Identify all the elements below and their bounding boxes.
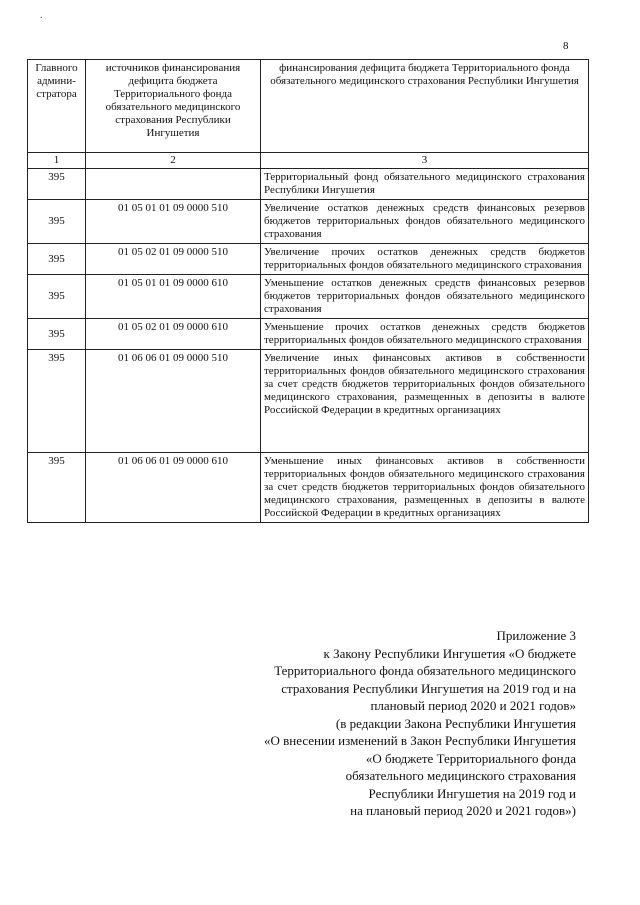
admin-code-cell: 395 [28,275,86,319]
source-name-cell: Территориальный фонд обязательного медицинского страхования Республики Ингушетия [261,169,589,200]
header-source-code: источников финансирования дефицита бюджета Территориального фонда обязательного медицинского страхования Республики Ингушетия [86,60,261,153]
header-source-name: финансирования дефицита бюджета Территориального фонда обязательного медицинского страхования Республики Ингушетия [261,60,589,153]
source-code-cell: 01 05 01 01 09 0000 610 [86,275,261,319]
appendix-line: «О бюджете Территориального фонда [365,750,576,766]
source-code-cell: 01 05 02 01 09 0000 610 [86,319,261,350]
admin-code-cell: 395 [28,244,86,275]
table-row [28,169,589,200]
source-code-cell: 01 06 06 01 09 0000 510 [86,350,261,453]
column-number: 2 [86,153,261,169]
table-row [28,453,589,523]
table-row [28,319,589,350]
appendix-line: на плановый период 2020 и 2021 годов») [350,803,576,818]
appendix-line: Республики Ингушетия на 2019 год и [368,785,576,801]
appendix-line: страхования Республики Ингушетия на 2019 год и на [281,680,576,696]
scan-mark: . [40,10,43,21]
admin-code-cell: 395 [28,169,86,200]
table-row [28,244,589,275]
source-code-cell [86,169,261,200]
admin-code-cell: 395 [28,200,86,244]
source-code-cell: 01 05 02 01 09 0000 510 [86,244,261,275]
appendix-line: Территориального фонда обязательного медицинского [274,663,576,678]
admin-code-cell: 395 [28,453,86,523]
table-row [28,350,589,453]
table-header-row [28,60,589,153]
source-name-cell: Увеличение иных финансовых активов в собственности территориальных фондов обязательного медицинского страхования за счет средств бюджетов территориальных фондов обязательного медицинского страхования, размещенных в депозиты в валюте Российской Федерации в кредитных организациях [261,350,589,453]
source-name-cell: Уменьшение прочих остатков денежных средств бюджетов территориальных фондов обязательного медицинского страхования [261,319,589,350]
appendix-line: Приложение 3 [496,628,576,643]
table-row [28,200,589,244]
source-name-cell: Увеличение прочих остатков денежных средств бюджетов территориальных фондов обязательного медицинского страхования [261,244,589,275]
admin-code-cell: 395 [28,350,86,453]
appendix-line: плановый период 2020 и 2021 годов» [370,698,576,713]
page-number: 8 [563,40,569,52]
appendix-3-caption [210,627,576,820]
appendix-line: обязательного медицинского страхования [345,768,576,783]
budget-sources-table [27,59,589,523]
source-name-cell: Увеличение остатков денежных средств финансовых резервов бюджетов территориальных фондов обязательного медицинского страхования [261,200,589,244]
header-admin: Главного админи-стратора [28,60,86,153]
source-name-cell: Уменьшение иных финансовых активов в собственности территориальных фондов обязательного медицинского страхования за счет средств бюджетов территориальных фондов обязательного медицинского страхования, размещенных в депозиты в валюте Российской Федерации в кредитных организациях [261,453,589,523]
appendix-line: (в редакции Закона Республики Ингушетия [335,715,576,731]
source-code-cell: 01 05 01 01 09 0000 510 [86,200,261,244]
appendix-line: «О внесении изменений в Закон Республики Ингушетия [264,733,576,748]
column-number: 3 [261,153,589,169]
table-row [28,275,589,319]
appendix-line: к Закону Республики Ингушетия «О бюджете [323,645,576,661]
source-name-cell: Уменьшение остатков денежных средств финансовых резервов бюджетов территориальных фондов обязательного медицинского страхования [261,275,589,319]
column-number: 1 [28,153,86,169]
admin-code-cell: 395 [28,319,86,350]
column-number-row [28,153,589,169]
source-code-cell: 01 06 06 01 09 0000 610 [86,453,261,523]
